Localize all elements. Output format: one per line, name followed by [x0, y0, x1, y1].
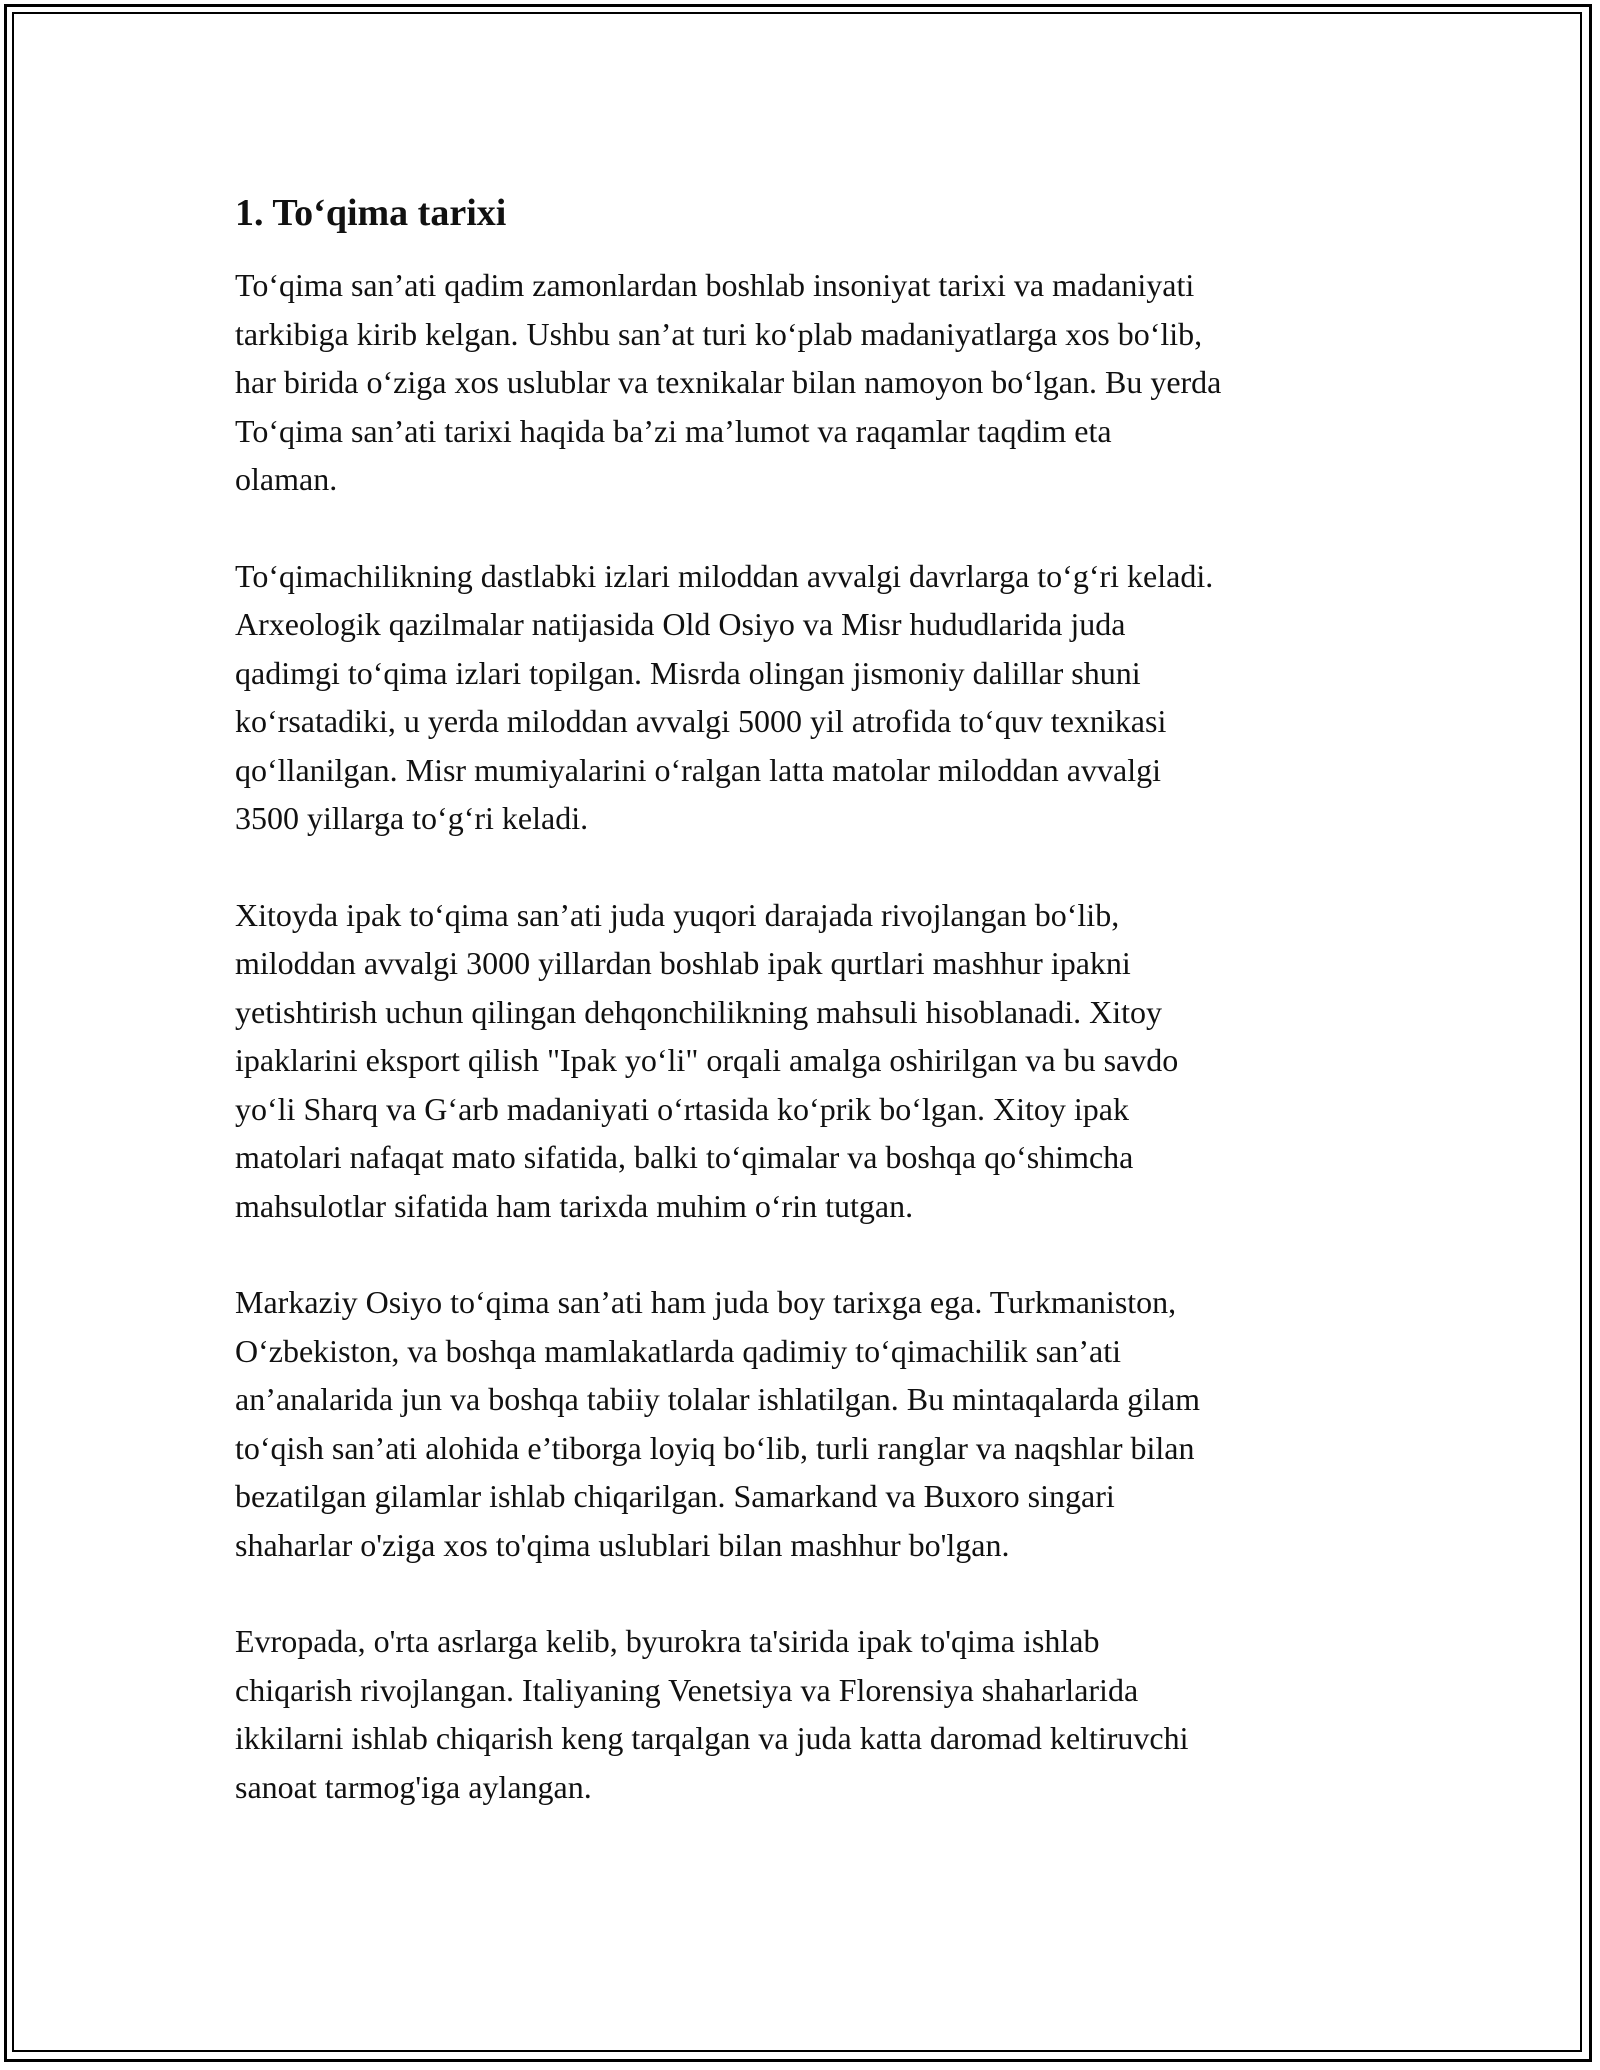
paragraph-3: [235, 891, 1385, 1231]
paragraph-2: [235, 552, 1385, 843]
paragraph-line: qadimgi to‘qima izlari topilgan. Misrda olingan jismoniy dalillar shuni: [235, 654, 1141, 691]
paragraph-line: yetishtirish uchun qilingan dehqonchilikning mahsuli hisoblanadi. Xitoy: [235, 993, 1163, 1030]
document-body: [235, 185, 1385, 1859]
section-heading: 1. To‘qima tarixi: [235, 192, 507, 234]
paragraph-line: Markaziy Osiyo to‘qima san’ati ham juda boy tarixga ega. Turkmaniston,: [235, 1284, 1177, 1320]
paragraph-line: miloddan avvalgi 3000 yillardan boshlab ipak qurtlari mashhur ipakni: [235, 945, 1131, 981]
paragraph-line: tarkibiga kirib kelgan. Ushbu san’at turi ko‘plab madaniyatlarga xos bo‘lib,: [235, 315, 1203, 352]
paragraph-line: Xitoyda ipak to‘qima san’ati juda yuqori darajada rivojlangan bo‘lib,: [235, 896, 1120, 933]
paragraph-line: har birida o‘ziga xos uslublar va texnikalar bilan namoyon bo‘lgan. Bu yerda: [235, 364, 1222, 400]
paragraph-line: To‘qima san’ati qadim zamonlardan boshlab insoniyat tarixi va madaniyati: [235, 267, 1195, 303]
paragraph-1: [235, 261, 1385, 504]
paragraph-line: O‘zbekiston, va boshqa mamlakatlarda qadimiy to‘qimachilik san’ati: [235, 1332, 1121, 1369]
paragraph-line: shaharlar o'ziga xos to'qima uslublari bilan mashhur bo'lgan.: [235, 1526, 1010, 1563]
paragraph-line: sanoat tarmog'iga aylangan.: [235, 1768, 592, 1805]
paragraph-line: olaman.: [235, 461, 338, 497]
paragraph-line: ko‘rsatadiki, u yerda miloddan avvalgi 5000 yil atrofida to‘quv texnikasi: [235, 703, 1167, 739]
paragraph-line: To‘qima san’ati tarixi haqida ba’zi ma’lumot va raqamlar taqdim eta: [235, 412, 1112, 449]
paragraph-line: matolari nafaqat mato sifatida, balki to‘qimalar va boshqa qo‘shimcha: [235, 1139, 1134, 1175]
paragraph-line: To‘qimachilikning dastlabki izlari miloddan avvalgi davrlarga to‘g‘ri keladi.: [235, 557, 1214, 594]
paragraph-line: yo‘li Sharq va G‘arb madaniyati o‘rtasida ko‘prik bo‘lgan. Xitoy ipak: [235, 1090, 1129, 1127]
paragraph-line: 3500 yillarga to‘g‘ri keladi.: [235, 800, 589, 836]
paragraph-line: to‘qish san’ati alohida e’tiborga loyiq bo‘lib, turli ranglar va naqshlar bilan: [235, 1429, 1195, 1466]
paragraph-line: Arxeologik qazilmalar natijasida Old Osiyo va Misr hududlarida juda: [235, 606, 1126, 642]
paragraph-line: chiqarish rivojlangan. Italiyaning Venetsiya va Florensiya shaharlarida: [235, 1671, 1139, 1708]
paragraph-4: [235, 1278, 1385, 1569]
paragraph-line: bezatilgan gilamlar ishlab chiqarilgan. Samarkand va Buxoro singari: [235, 1478, 1115, 1514]
paragraph-5: [235, 1617, 1385, 1811]
paragraph-line: an’analarida jun va boshqa tabiiy tolalar ishlatilgan. Bu mintaqalarda gilam: [235, 1381, 1201, 1417]
paragraph-line: qo‘llanilgan. Misr mumiyalarini o‘ralgan latta matolar miloddan avvalgi: [235, 751, 1161, 788]
paragraph-line: ipaklarini eksport qilish "Ipak yo‘li" orqali amalga oshirilgan va bu savdo: [235, 1042, 1179, 1078]
paragraph-line: Evropada, o'rta asrlarga kelib, byurokra ta'sirida ipak to'qima ishlab: [235, 1623, 1100, 1659]
paragraph-line: ikkilarni ishlab chiqarish keng tarqalgan va juda katta daromad keltiruvchi: [235, 1720, 1189, 1756]
paragraph-line: mahsulotlar sifatida ham tarixda muhim o‘rin tutgan.: [235, 1187, 914, 1224]
